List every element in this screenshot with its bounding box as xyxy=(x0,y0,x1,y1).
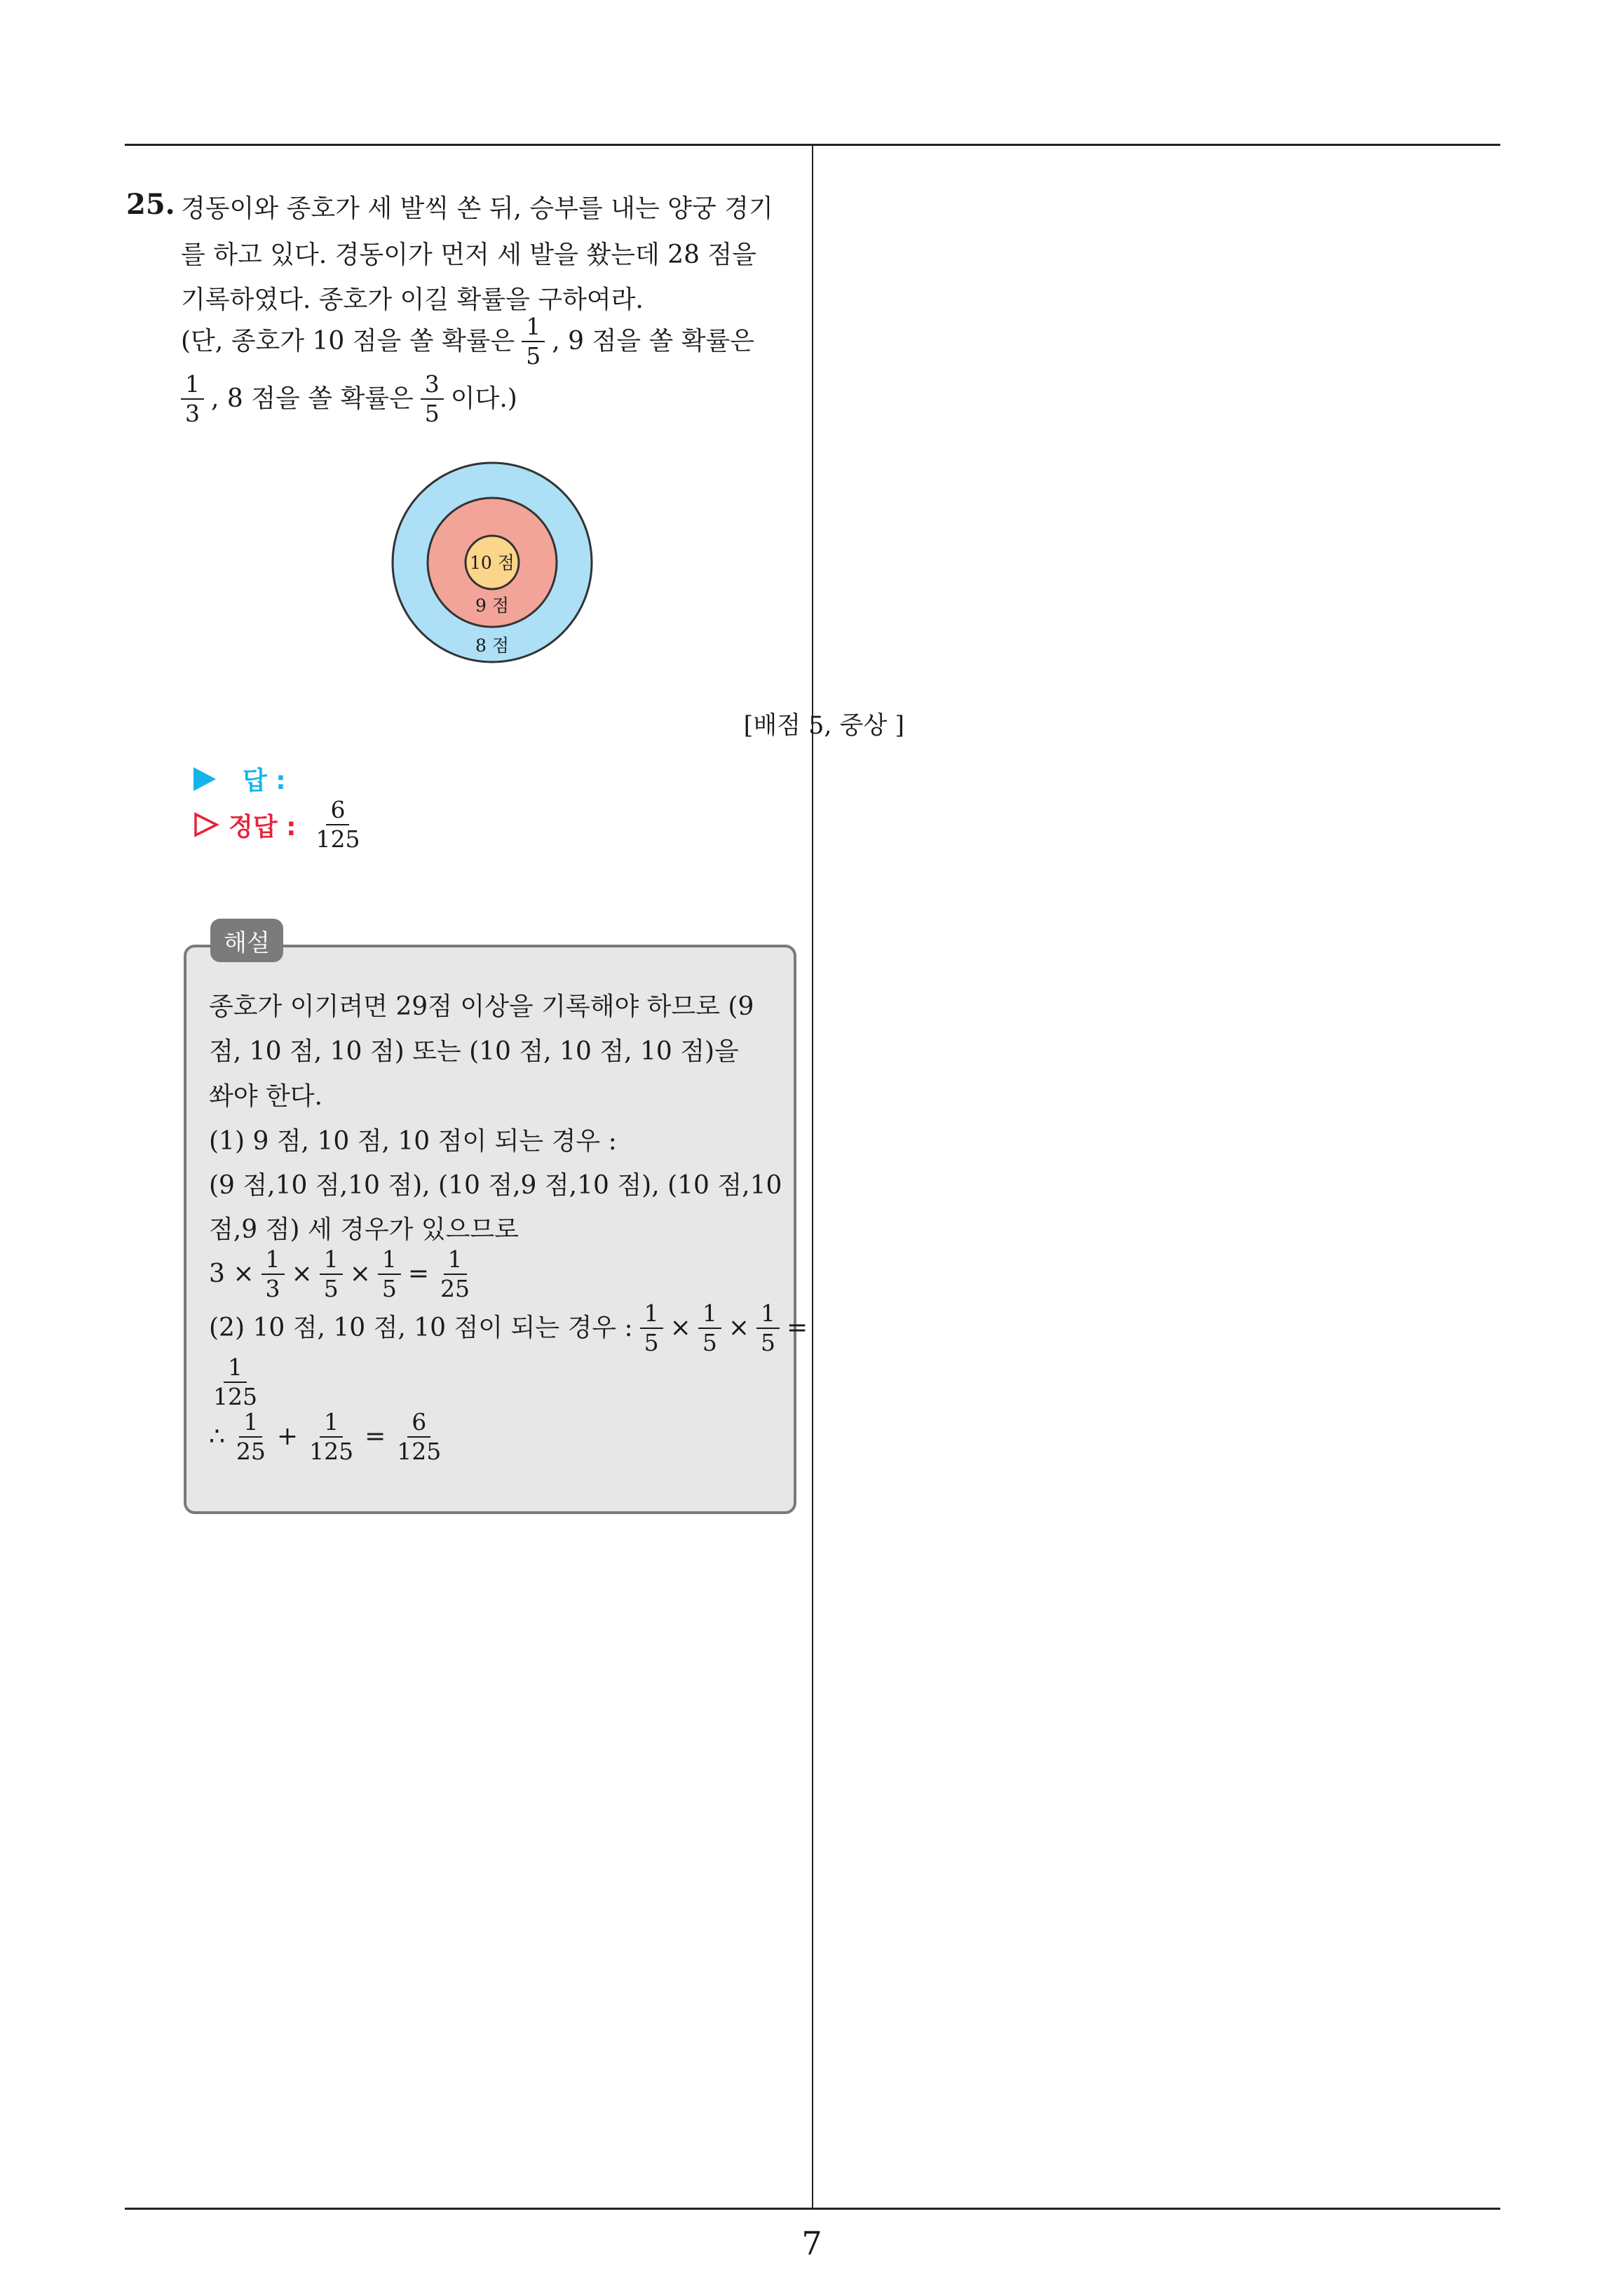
solution-line-2: 점, 10 점, 10 점) 또는 (10 점, 10 점, 10 점)을 xyxy=(209,1037,739,1066)
score-difficulty-note: [배점 5, 중상 ] xyxy=(743,712,904,740)
play-triangle-icon xyxy=(193,767,216,791)
condition-text-3: , 8 점을 쏠 확률은 xyxy=(211,384,414,413)
fraction-denominator: 5 xyxy=(644,1329,659,1356)
question-number: 25. xyxy=(126,188,175,221)
fraction-numerator: 1 xyxy=(444,1247,467,1275)
page-number: 7 xyxy=(801,2224,822,2262)
solution-line-4: (1) 9 점, 10 점, 10 점이 되는 경우 : xyxy=(209,1127,617,1156)
therefore-symbol: ∴ xyxy=(209,1422,225,1451)
question-line-3: 기록하였다. 종호가 이길 확률을 구하여라. xyxy=(181,285,644,314)
solution-line-1: 종호가 이기려면 29점 이상을 기록해야 하므로 (9 xyxy=(209,992,754,1021)
case1-fraction-1 xyxy=(262,1247,285,1301)
fraction-numerator: 1 xyxy=(239,1410,262,1438)
times-symbol: × xyxy=(349,1260,371,1288)
fraction-numerator: 6 xyxy=(326,797,349,825)
solution-final-equation xyxy=(209,1408,452,1466)
equals-symbol: = xyxy=(786,1314,808,1342)
correct-answer-label: 정답 : xyxy=(229,812,297,842)
condition-text-2: , 9 점을 쏠 확률은 xyxy=(552,327,755,356)
equals-symbol: = xyxy=(365,1422,386,1451)
solution-case1-equation xyxy=(209,1245,481,1303)
fraction-denominator: 5 xyxy=(760,1329,775,1356)
fraction-denominator: 25 xyxy=(440,1275,470,1302)
answer-row xyxy=(193,761,294,797)
fraction-denominator: 125 xyxy=(309,1438,354,1465)
answer-label: 답 : xyxy=(243,767,286,795)
bottom-rule xyxy=(125,2208,1500,2210)
solution-tag: 해설 xyxy=(210,919,283,962)
archery-target-svg xyxy=(391,461,594,664)
fraction-denominator: 5 xyxy=(424,400,440,427)
target-label-9: 9 점 xyxy=(475,595,510,616)
fraction-numerator: 6 xyxy=(407,1410,430,1438)
fraction-numerator: 1 xyxy=(640,1301,663,1329)
fraction-numerator: 1 xyxy=(522,314,545,342)
fraction-denominator: 5 xyxy=(702,1329,717,1356)
case2-fraction-1 xyxy=(640,1301,663,1355)
fraction-numerator: 1 xyxy=(224,1355,247,1383)
solution-line-5: (9 점,10 점,10 점), (10 점,9 점,10 점), (10 점,10 xyxy=(209,1171,782,1200)
solution-case2-result xyxy=(209,1353,269,1411)
fraction-numerator: 3 xyxy=(421,372,444,400)
case2-text: (2) 10 점, 10 점, 10 점이 되는 경우 : xyxy=(209,1314,633,1342)
fraction-numerator: 1 xyxy=(378,1247,401,1275)
case1-fraction-3 xyxy=(378,1247,401,1301)
fraction-denominator: 125 xyxy=(213,1383,257,1410)
fraction-numerator: 1 xyxy=(320,1410,343,1438)
fraction-denominator: 25 xyxy=(236,1438,266,1465)
solution-line-6: 점,9 점) 세 경우가 있으므로 xyxy=(209,1215,519,1244)
fraction-denominator: 5 xyxy=(323,1275,339,1302)
fraction-numerator: 1 xyxy=(262,1247,285,1275)
correct-answer-row xyxy=(193,792,371,857)
target-label-10: 10 점 xyxy=(470,553,515,573)
fraction-denominator: 125 xyxy=(397,1438,442,1465)
final-fraction-b xyxy=(305,1410,358,1464)
correct-answer-fraction xyxy=(311,797,364,851)
fraction-denominator: 3 xyxy=(185,400,200,427)
case1-prefix: 3 × xyxy=(209,1260,254,1288)
question-line-1: 경동이와 종호가 세 발씩 쏜 뒤, 승부를 내는 양궁 경기 xyxy=(181,194,773,223)
fraction-denominator: 5 xyxy=(381,1275,397,1302)
times-symbol: × xyxy=(670,1314,691,1342)
final-result xyxy=(393,1410,445,1464)
fraction-p9 xyxy=(181,372,204,426)
archery-target-figure xyxy=(391,461,594,664)
fraction-p8 xyxy=(421,372,444,426)
column-divider xyxy=(812,144,813,2210)
fraction-numerator: 1 xyxy=(756,1301,780,1329)
case1-result xyxy=(436,1247,474,1301)
question-condition-line-2 xyxy=(181,370,517,428)
equals-symbol: = xyxy=(407,1260,430,1288)
case2-result xyxy=(209,1355,262,1409)
case2-fraction-3 xyxy=(756,1301,780,1355)
plus-symbol: + xyxy=(276,1422,299,1451)
condition-text-1: (단, 종호가 10 점을 쏠 확률은 xyxy=(181,327,515,356)
solution-case2-equation xyxy=(209,1299,808,1357)
fraction-numerator: 1 xyxy=(698,1301,721,1329)
solution-line-3: 쏴야 한다. xyxy=(209,1082,322,1111)
question-line-2: 를 하고 있다. 경동이가 먼저 세 발을 쐈는데 28 점을 xyxy=(181,241,756,269)
fraction-p10 xyxy=(522,314,545,368)
times-symbol: × xyxy=(728,1314,749,1342)
condition-text-4: 이다.) xyxy=(450,384,517,413)
final-fraction-a xyxy=(232,1410,270,1464)
fraction-numerator: 1 xyxy=(181,372,204,400)
target-label-8: 8 점 xyxy=(475,635,510,656)
question-condition-line-1 xyxy=(181,313,754,370)
fraction-denominator: 3 xyxy=(265,1275,280,1302)
fraction-denominator: 5 xyxy=(526,342,541,370)
case2-fraction-2 xyxy=(698,1301,721,1355)
outline-triangle-icon xyxy=(193,812,219,837)
case1-fraction-2 xyxy=(320,1247,343,1301)
fraction-denominator: 125 xyxy=(315,825,360,853)
times-symbol: × xyxy=(291,1260,313,1288)
fraction-numerator: 1 xyxy=(320,1247,343,1275)
